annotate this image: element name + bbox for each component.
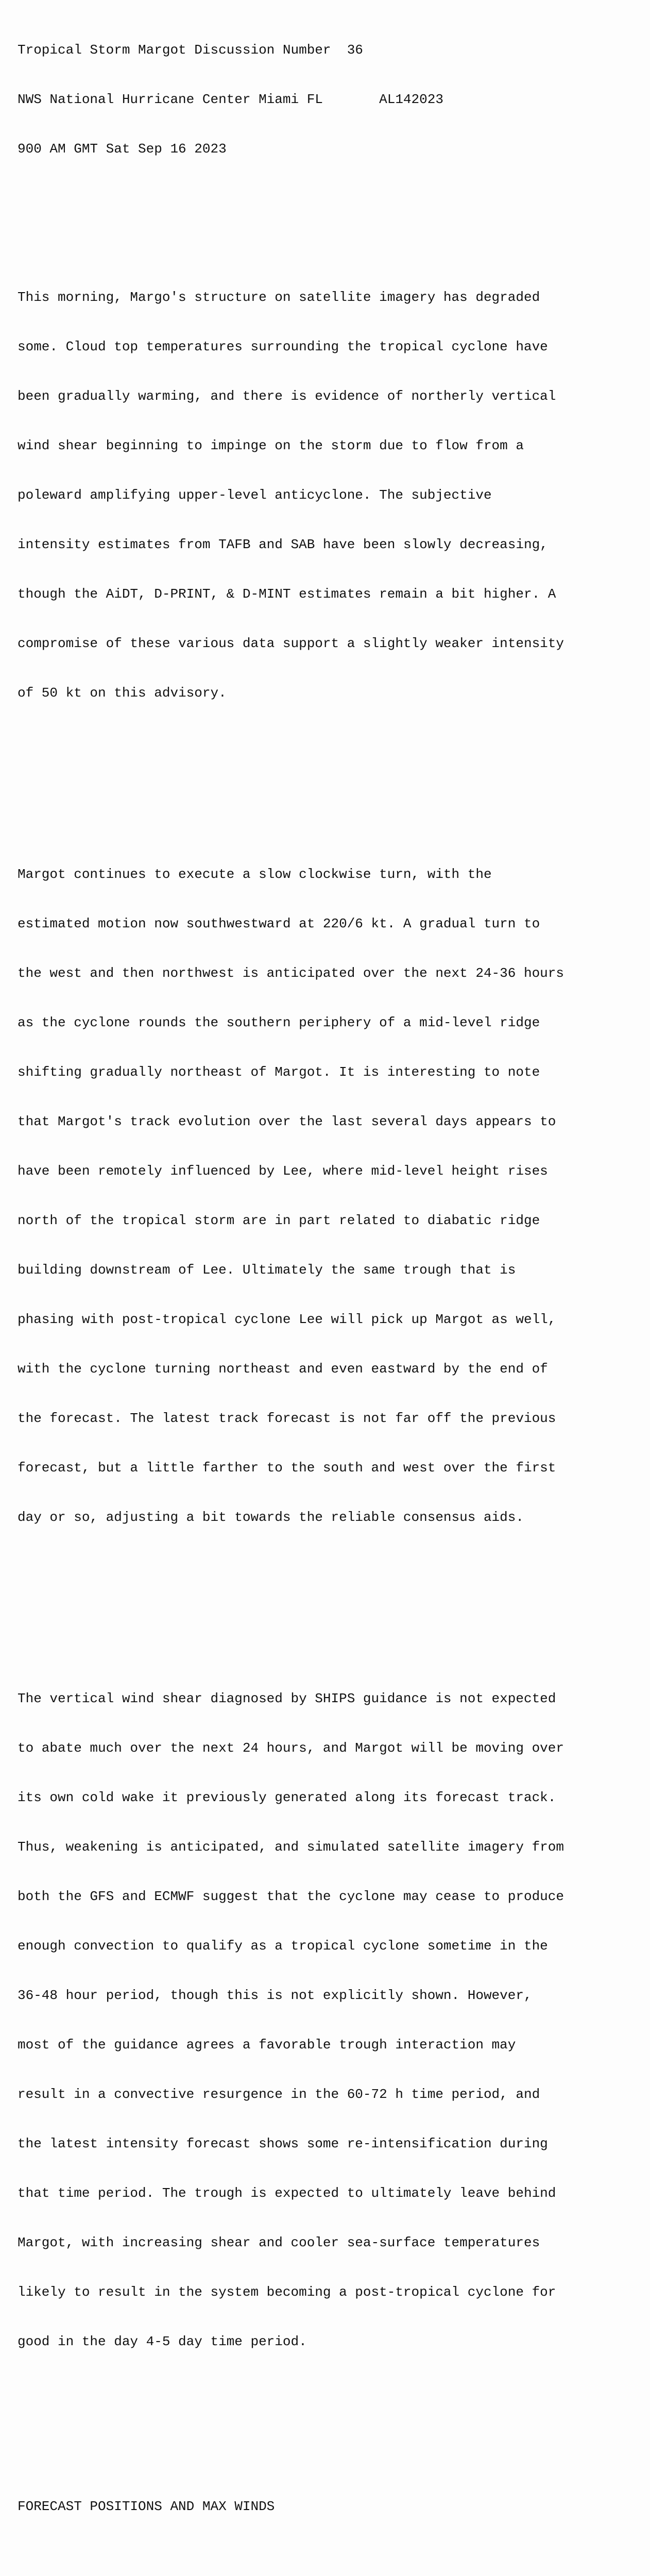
text-line: wind shear beginning to impinge on the storm due to flow from a (18, 438, 524, 453)
paragraph-2 (18, 833, 636, 1558)
text-line: poleward amplifying upper-level anticyclone. The subjective (18, 487, 492, 503)
spacer (18, 767, 636, 784)
discussion-document (18, 9, 636, 2576)
text-line: Thus, weakening is anticipated, and simulated satellite imagery from (18, 1839, 564, 1855)
text-line: Margot continues to execute a slow clockwise turn, with the (18, 867, 492, 882)
text-line: the latest intensity forecast shows some re-intensification during (18, 2136, 548, 2151)
text-line: shifting gradually northeast of Margot. It is interesting to note (18, 1064, 540, 1080)
text-line: likely to result in the system becoming a post-tropical cyclone for (18, 2284, 556, 2300)
spacer (18, 2548, 636, 2564)
text-line: forecast, but a little farther to the south and west over the first (18, 1460, 556, 1476)
text-line: that time period. The trough is expected to ultimately leave behind (18, 2185, 556, 2201)
text-line: day or so, adjusting a bit towards the reliable consensus aids. (18, 1510, 524, 1525)
text-line: some. Cloud top temperatures surrounding the tropical cyclone have (18, 339, 548, 354)
text-line: its own cold wake it previously generated along its forecast track. (18, 1790, 556, 1805)
text-line: result in a convective resurgence in the 60-72 h time period, and (18, 2087, 540, 2102)
text-line: The vertical wind shear diagnosed by SHIPS guidance is not expected (18, 1691, 556, 1706)
text-line: as the cyclone rounds the southern periphery of a mid-level ridge (18, 1015, 540, 1030)
text-line: both the GFS and ECMWF suggest that the cyclone may cease to produce (18, 1889, 564, 1904)
text-line: been gradually warming, and there is evidence of northerly vertical (18, 388, 556, 404)
spacer (18, 2416, 636, 2449)
text-line: This morning, Margo's structure on satellite imagery has degraded (18, 290, 540, 305)
text-line: have been remotely influenced by Lee, where mid-level height rises (18, 1163, 548, 1179)
forecast-heading: FORECAST POSITIONS AND MAX WINDS (18, 2499, 275, 2514)
text-line: to abate much over the next 24 hours, and Margot will be moving over (18, 1740, 564, 1756)
text-line: good in the day 4-5 day time period. (18, 2334, 307, 2349)
text-line: with the cyclone turning northeast and even eastward by the end of (18, 1361, 548, 1377)
text-line: phasing with post-tropical cyclone Lee will pick up Margot as well, (18, 1312, 556, 1327)
text-line: that Margot's track evolution over the last several days appears to (18, 1114, 556, 1129)
issuing-office: NWS National Hurricane Center Miami FL AL142023 (18, 92, 443, 107)
paragraph-1 (18, 256, 636, 734)
spacer (18, 1591, 636, 1608)
text-line: the forecast. The latest track forecast is not far off the previous (18, 1411, 556, 1426)
spacer (18, 190, 636, 207)
text-line: though the AiDT, D-PRINT, & D-MINT estimates remain a bit higher. A (18, 586, 556, 602)
issue-time: 900 AM GMT Sat Sep 16 2023 (18, 141, 227, 157)
text-line: compromise of these various data support a slightly weaker intensity (18, 636, 564, 651)
text-line: intensity estimates from TAFB and SAB have been slowly decreasing, (18, 537, 548, 552)
text-line: most of the guidance agrees a favorable trough interaction may (18, 2037, 516, 2053)
text-line: the west and then northwest is anticipated over the next 24-36 hours (18, 965, 564, 981)
text-line: estimated motion now southwestward at 220/6 kt. A gradual turn to (18, 916, 540, 931)
text-line: Margot, with increasing shear and cooler sea-surface temperatures (18, 2235, 540, 2250)
discussion-title: Tropical Storm Margot Discussion Number 36 (18, 42, 363, 58)
text-line: north of the tropical storm are in part related to diabatic ridge (18, 1213, 540, 1228)
paragraph-3 (18, 1657, 636, 2383)
text-line: 36-48 hour period, though this is not explicitly shown. However, (18, 1988, 532, 2003)
text-line: enough convection to qualify as a tropical cyclone sometime in the (18, 1938, 548, 1954)
text-line: of 50 kt on this advisory. (18, 685, 227, 701)
text-line: building downstream of Lee. Ultimately the same trough that is (18, 1262, 516, 1278)
